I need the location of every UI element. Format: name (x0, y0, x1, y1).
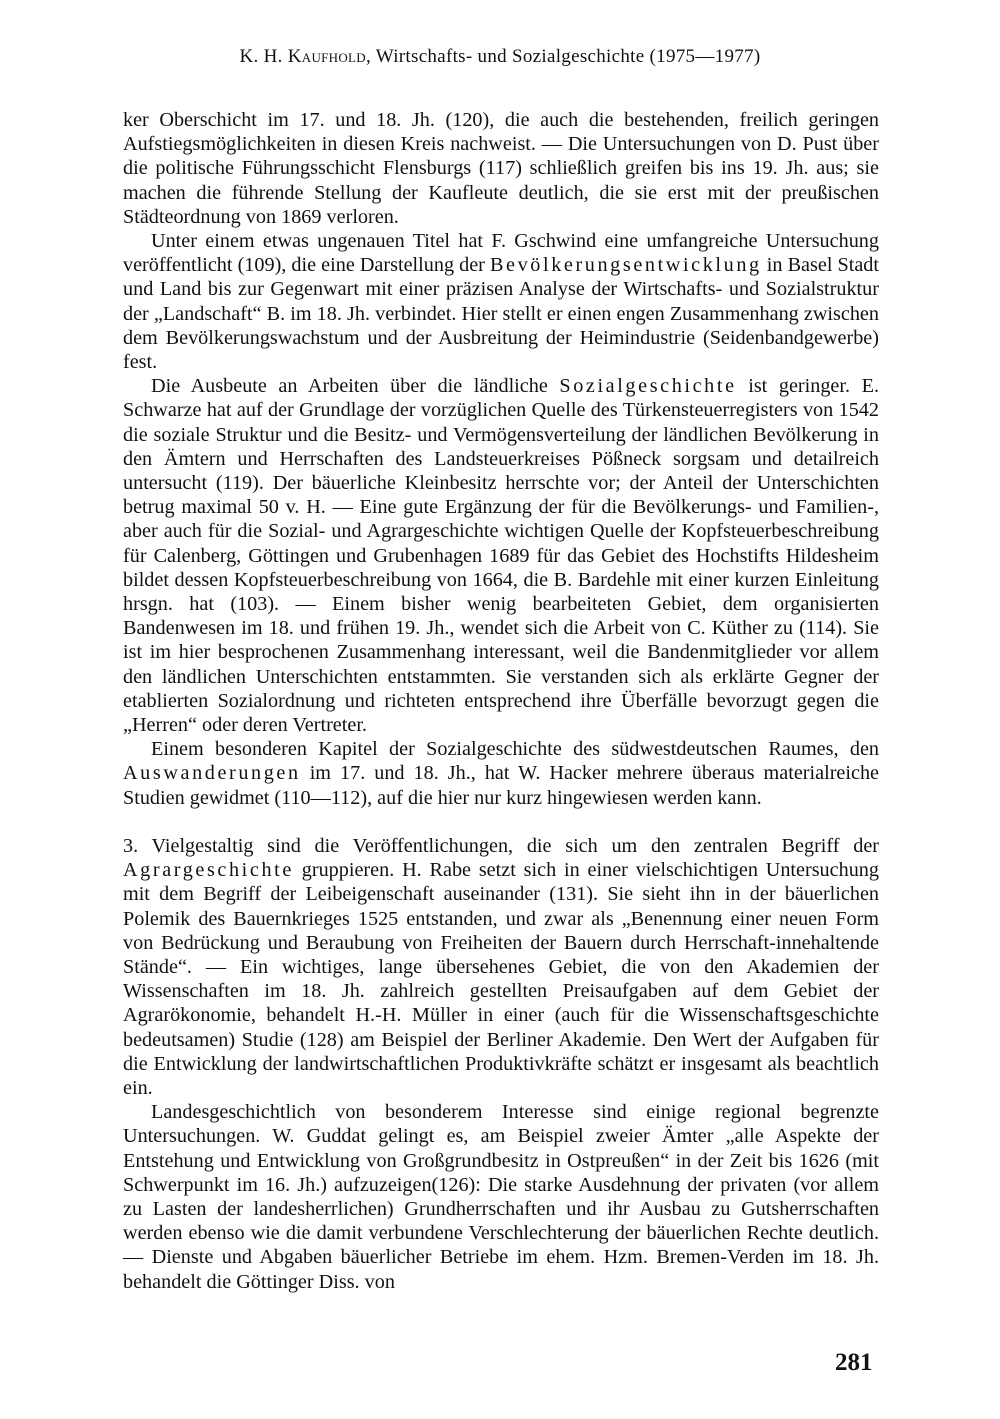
running-head-title: Wirtschafts- und Sozialgeschichte (1975—1977) (375, 46, 761, 67)
paragraph (123, 108, 879, 229)
text-run: gruppieren. H. Rabe setzt sich in einer vielschichtigen Untersuchung mit dem Begriff der Leibeigenschaft auseinander (131). Sie sieht ihn in der bäuerlichen Polemik des Bauernkrieges 1525 entstanden, und zwar als „Benennung einer neuen Form von Bedrückung und Beraubung von Freiheiten der Bauern durch Herrschaft-innehaltende Stände“. — Ein wichtiges, lange übersehenes Gebiet, die von den Akademien der Wissenschaften im 18. Jh. zahlreich gestellten Preisaufgaben auf dem Gebiet der Agrarökonomie, behandelt H.-H. Müller in einer (auch für die Wissenschaftsgeschichte bedeutsamen) Studie (128) am Beispiel der Berliner Akademie. Den Wert der Aufgaben für die Entwicklung der landwirtschaftlichen Produktivkräfte schätzt er insgesamt als beachtlich ein. (123, 859, 879, 1099)
spaced-term: Auswanderungen (123, 762, 301, 785)
text-run: ker Oberschicht im 17. und 18. Jh. (120), die auch die bestehenden, freilich geringen Aufstiegsmöglichkeiten in diesen Kreis nachweist. — Die Untersuchungen von D. Pust über die politische Führungsschicht Flensburgs (117) schließlich greifen bis ins 19. Jh. aus; sie machen die führende Stellung der Kaufleute deutlich, die sie erst mit der preußischen Städteordnung von 1869 verloren. (123, 109, 879, 228)
running-head-author: K. H. Kaufhold, (239, 46, 372, 67)
paragraph (123, 374, 879, 737)
text-run: in Basel Stadt und Land bis zur Gegenwart mit einer präzisen Analyse der Wirtschafts- und Sozialstruktur der „Landschaft“ B. im 18. Jh. verbindet. Hier stellt er einen engen Zusammenhang zwischen dem Bevölkerungswachstum und der Ausbreitung der Heimindustrie (Seidenbandgewerbe) fest. (123, 254, 879, 374)
page-number: 281 (835, 1349, 873, 1376)
text-run: Einem besonderen Kapitel der Sozialgeschichte des südwestdeutschen Raumes, den (151, 738, 879, 761)
paragraph (123, 1100, 879, 1294)
spaced-term: Agrargeschichte (123, 859, 294, 882)
text-run: ist geringer. E. Schwarze hat auf der Grundlage der vorzüglichen Quelle des Türkensteuerregisters von 1542 die soziale Struktur und die Besitz- und Vermögensverteilung der ländlichen Bevölkerung in den Ämtern und Herrschaften des Landsteuerkreises Pößneck sorgsam und detailreich untersucht (119). Der bäuerliche Kleinbesitz herrschte vor; der Anteil der Unterschichten betrug maximal 50 v. H. — Eine gute Ergänzung der für die Bevölkerungs- und Familien-, aber auch für die Sozial- und Agrargeschichte wichtigen Quelle der Kopfsteuerbeschreibung für Calenberg, Göttingen und Grubenhagen 1689 für das Gebiet des Hochstifts Hildesheim bildet dessen Kopfsteuerbeschreibung von 1664, die B. Bardehle mit einer kurzen Einleitung hrsgn. hat (103). — Einem bisher wenig bearbeiteten Gebiet, dem organisierten Bandenwesen im 18. und frühen 19. Jh., wendet sich die Arbeit von C. Küther zu (114). Sie ist im hier besprochenen Zusammenhang interessant, weil die Bandenmitglieder vor allem den ländlichen Unterschichten entstammten. Sie verstanden sich als erklärte Gegner der etablierten Sozialordnung und richteten entsprechend ihre Überfälle bevorzugt gegen die „Herren“ oder deren Vertreter. (123, 375, 879, 737)
paragraph (123, 737, 879, 810)
spaced-term: Bevölkerungsentwicklung (489, 254, 762, 277)
text-run: Landesgeschichtlich von besonderem Interesse sind einige regional begrenzte Untersuchungen. W. Guddat gelingt es, am Beispiel zweier Ämter „alle Aspekte der Entstehung und Entwicklung von Großgrundbesitz in Ostpreußen“ in der Zeit bis 1626 (mit Schwerpunkt im 16. Jh.) aufzuzeigen(126): Die starke Ausdehnung der privaten (vor allem zu Lasten der landesherrlichen) Grundherrschaften und ihr Ausbau zu Gutsherrschaften werden ebenso wie die damit verbundene Verschlechterung der bäuerlichen Rechte deutlich. — Dienste und Abgaben bäuerlicher Betriebe im ehem. Hzm. Bremen-Verden im 18. Jh. behandelt die Göttinger Diss. von (123, 1101, 879, 1293)
text-run: Unter einem etwas ungenauen Titel hat F. Gschwind eine umfangreiche Untersuchung veröffentlicht (109), die eine Darstellung der (123, 230, 879, 277)
body-text (123, 108, 879, 1294)
text-run: Die Ausbeute an Arbeiten über die ländliche (151, 375, 560, 398)
text-run: im 17. und 18. Jh., hat W. Hacker mehrere überaus materialreiche Studien gewidmet (110—112), auf die hier nur kurz hingewiesen werden kann. (123, 762, 879, 809)
text-run: 3. Vielgestaltig sind die Veröffentlichungen, die sich um den zentralen Begriff der (123, 834, 879, 857)
running-head (0, 46, 1000, 68)
spaced-term: Sozialgeschichte (559, 375, 737, 398)
paragraph (123, 229, 879, 374)
paragraph (123, 834, 879, 1100)
